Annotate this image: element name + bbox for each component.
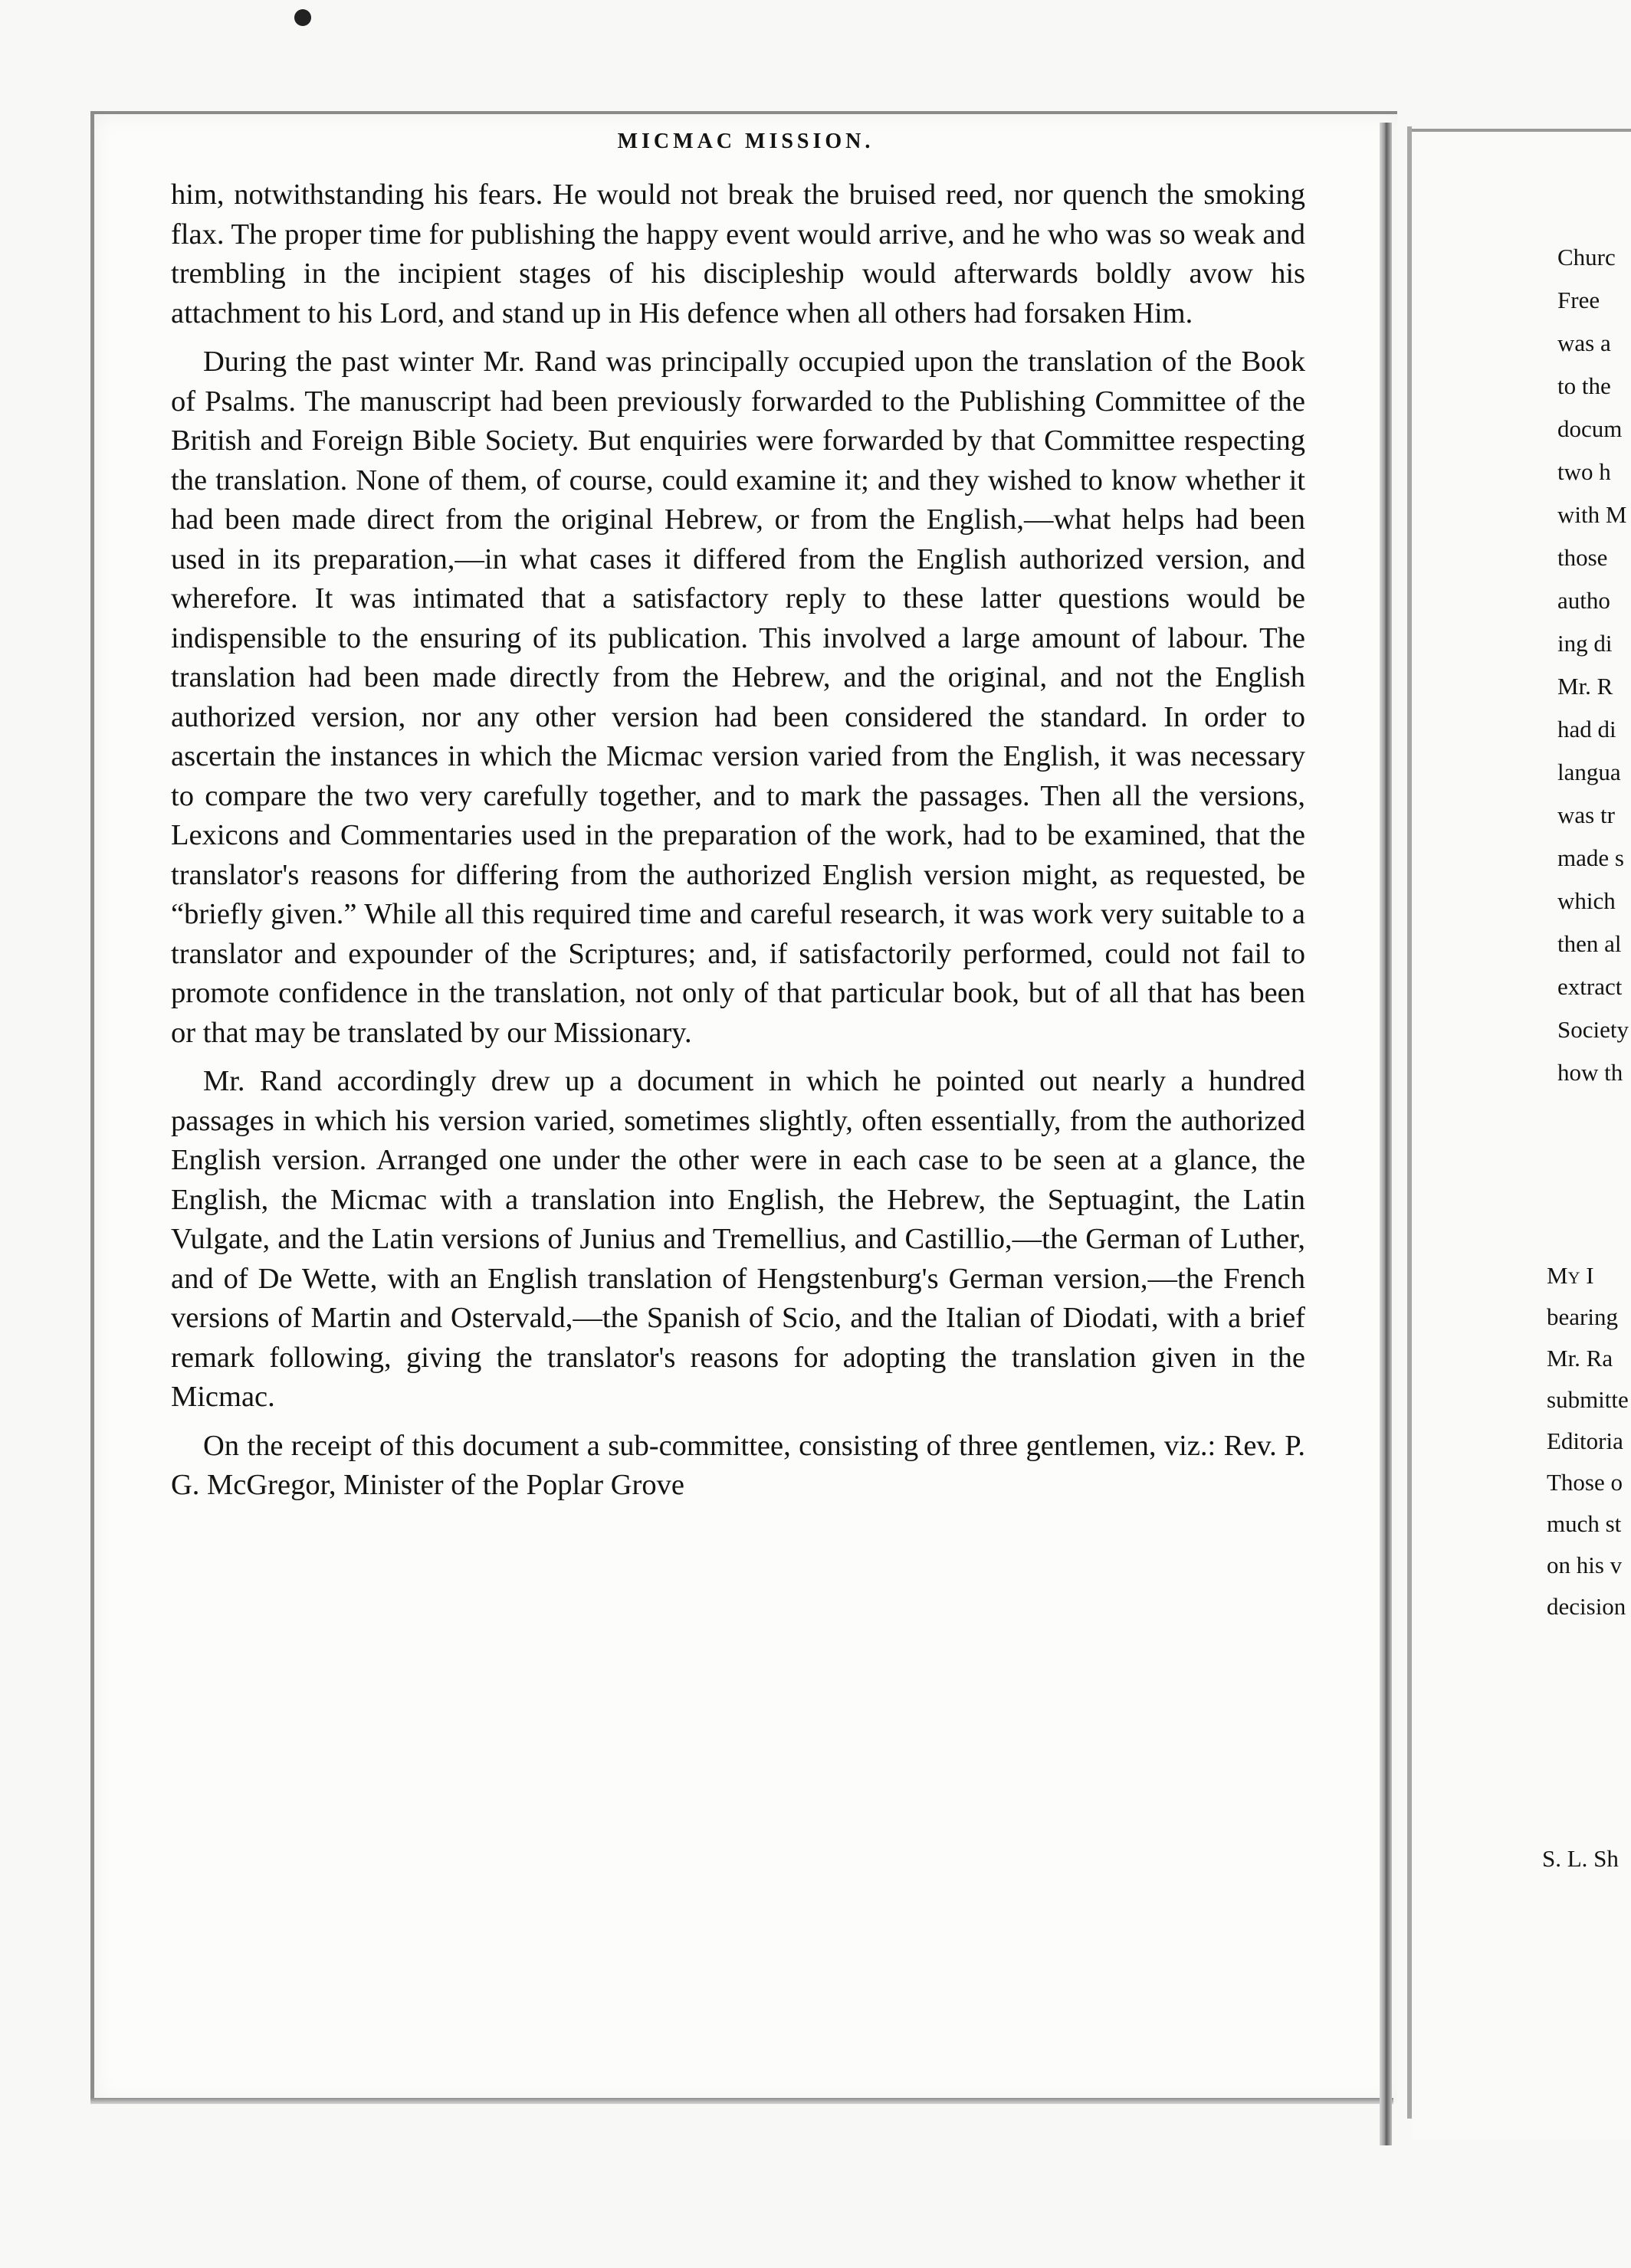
right-line: had di [1557,716,1616,742]
right-line: decision [1547,1593,1626,1620]
right-line: made s [1557,844,1624,871]
right-line: much st [1547,1510,1622,1537]
right-line: Those o [1547,1469,1623,1496]
right-line: those [1557,544,1608,571]
signature: S. L. Sh [1542,1845,1619,1872]
body-text [171,175,1305,1515]
right-line: which [1557,887,1616,914]
right-line: Mr. Ra [1547,1345,1613,1372]
right-line: was tr [1557,801,1615,828]
paragraph-2: During the past winter Mr. Rand was principally occupied upon the translation of the Book of Psalms. The manuscript had been previously forwarded to the Publishing Committee of the British and Foreign Bible Society. But enquiries were forwarded by that Committee respecting the translation. None of them, of course, could examine it; and they wished to know whether it had been made direct from the original Hebrew, or from the English,—what helps had been used in its preparation,—in what cases it differed from the English authorized version, and wherefore. It was intimated that a satisfactory reply to these latter questions would be indispensible to the ensuring of its publication. This involved a large amount of labour. The translation had been made directly from the Hebrew, and the original, and not the English authorized version, nor any other version had been considered the standard. In order to ascertain the instances in which the Micmac version varied from the English, it was necessary to compare the two very carefully together, and to mark the passages. Then all the versions, Lexicons and Commentaries used in the preparation of the work, had to be examined, that the translator's reasons for differing from the authorized English version might, as requested, be “briefly given.” While all this required time and careful research, it was work very suitable to a translator and expounder of the Scriptures; and, if satisfactorily performed, could not fail to promote confidence in the translation, not only of that particular book, but of all that has been or that may be translated by our Missionary. [171,346,1305,1049]
right-line: My I [1547,1262,1594,1289]
running-header: MICMAC MISSION. [617,129,875,153]
right-line: two h [1557,458,1611,485]
right-column-top [1557,236,1629,1094]
right-column-bottom [1547,1255,1629,1627]
paragraph-3: Mr. Rand accordingly drew up a document in which he pointed out nearly a hundred passages in which his version varied, sometimes slightly, often essentially, from the authorized English version. Arranged one under the other were in each case to be seen at a glance, the English, the Micmac with a translation into English, the Hebrew, the Septuagint, the Latin Vulgate, and the Latin versions of Junius and Tremellius, and Castillio,—the German of Luther, and of De Wette, with an English translation of Hengstenburg's German version,—the French versions of Martin and Ostervald,—the Spanish of Scio, and the Italian of Diodati, with a brief remark following, giving the translator's reasons for adopting the translation given in the Micmac. [171,1065,1305,1413]
ink-spot [294,9,311,26]
right-line: Free [1557,287,1600,313]
right-line: ing di [1557,630,1613,657]
left-page [90,111,1397,2102]
right-line: extract [1557,973,1623,1000]
right-page [1412,129,1631,2139]
right-line: was a [1557,329,1611,356]
right-line: bearing [1547,1303,1618,1330]
right-line: autho [1557,587,1610,614]
right-line: with M [1557,501,1627,528]
page-bottom-edge [90,2098,1393,2104]
right-line: docum [1557,415,1623,442]
right-line: how th [1557,1059,1623,1086]
right-line: langua [1557,759,1621,785]
right-line: on his v [1547,1552,1623,1578]
right-line: Editoria [1547,1427,1623,1454]
right-line: Churc [1557,244,1616,270]
right-line: Society [1557,1016,1629,1043]
paragraph-1: him, notwithstanding his fears. He would not break the bruised reed, nor quench the smoking flax. The proper time for publishing the happy event would arrive, and he who was so weak and trembling in the incipient stages of his discipleship would afterwards boldly avow his attachment to his Lord, and stand up in His defence when all others had forsaken Him. [171,179,1305,329]
paragraph-4: On the receipt of this document a sub-committee, consisting of three gentlemen, viz.: Rev. P. G. McGregor, Minister of the Poplar Grove [171,1429,1305,1501]
right-line: Mr. R [1557,673,1613,700]
right-line: submitte [1547,1386,1629,1413]
binding-gutter [1380,123,1392,2145]
right-line: then al [1557,930,1622,957]
right-line: to the [1557,372,1611,399]
